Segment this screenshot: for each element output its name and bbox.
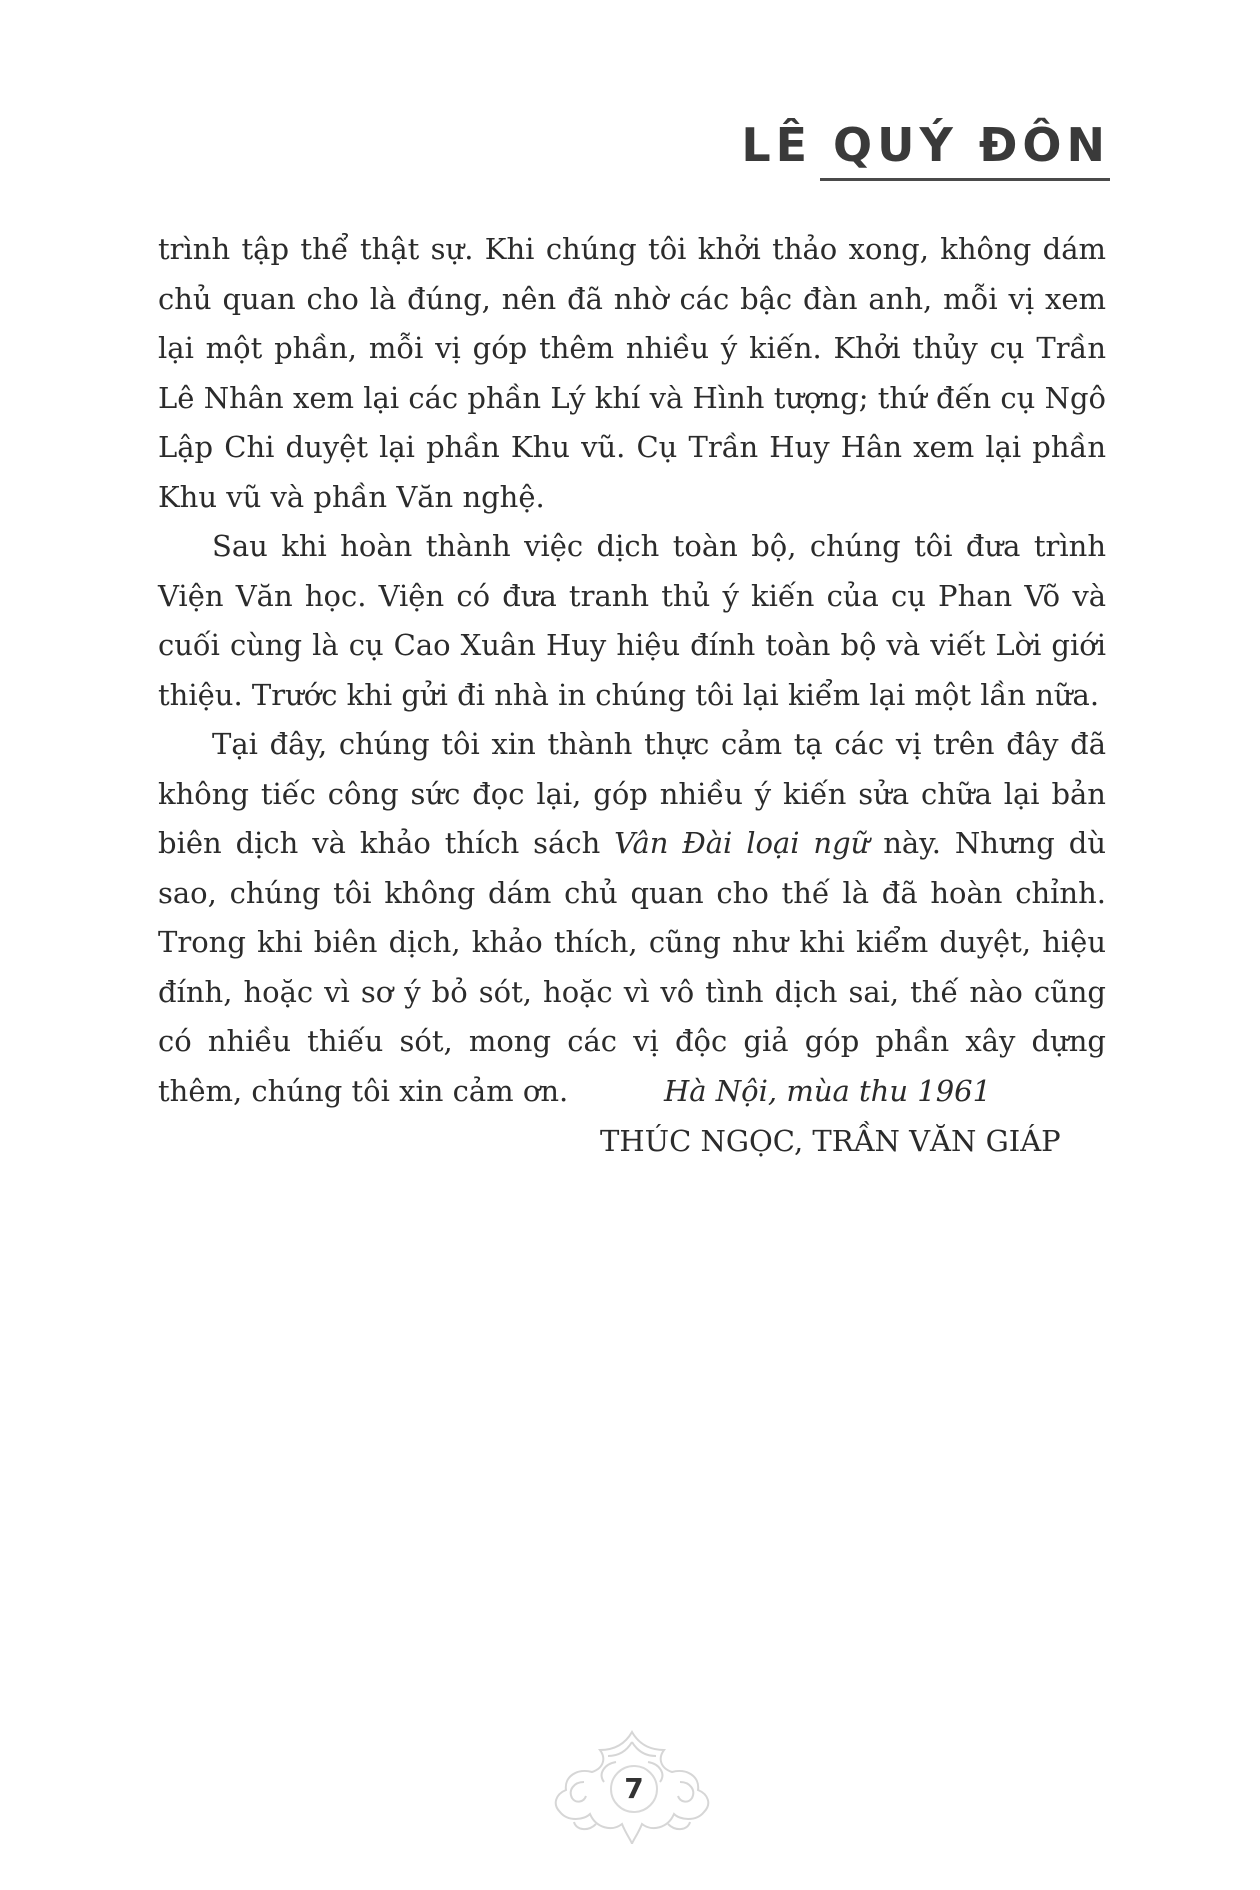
signature-block	[600, 1067, 1061, 1166]
paragraph-3-text-before: Tại đây, chúng tôi xin thành thực cảm tạ các vị trên đây đã không tiếc công sức đọc lại, góp nhiều ý kiến sửa chữa lại bản biên dịch và khảo thích sách	[158, 727, 1106, 860]
signature-authors: THÚC NGỌC, TRẦN VĂN GIÁP	[600, 1123, 1061, 1158]
signature-place-date: Hà Nội, mùa thu 1961	[664, 1074, 992, 1108]
book-title: Vân Đài loại ngữ	[614, 826, 870, 860]
running-header-title: LÊ QUÝ ĐÔN	[741, 118, 1110, 172]
header-rule	[820, 178, 1110, 181]
paragraph-3-text-after: này. Nhưng dù sao, chúng tôi không dám chủ quan cho thế là đã hoàn chỉnh. Trong khi biên dịch, khảo thích, cũng như khi kiểm duyệt, hiệu đính, hoặc vì sơ ý bỏ sót, hoặc vì vô tình dịch sai, thế nào cũng có nhiều thiếu sót, mong các vị độc giả góp phần xây dựng thêm, chúng tôi xin cảm ơn.	[158, 826, 1106, 1108]
page-body	[158, 225, 1106, 1116]
paragraph-3	[158, 720, 1106, 1116]
page-number: 7	[610, 1765, 658, 1813]
paragraph-2: Sau khi hoàn thành việc dịch toàn bộ, chúng tôi đưa trình Viện Văn học. Viện có đưa tranh thủ ý kiến của cụ Phan Võ và cuối cùng là cụ Cao Xuân Huy hiệu đính toàn bộ và viết Lời giới thiệu. Trước khi gửi đi nhà in chúng tôi lại kiểm lại một lần nữa.	[158, 529, 1106, 712]
paragraph-1: trình tập thể thật sự. Khi chúng tôi khởi thảo xong, không dám chủ quan cho là đúng, nên đã nhờ các bậc đàn anh, mỗi vị xem lại một phần, mỗi vị góp thêm nhiều ý kiến. Khởi thủy cụ Trần Lê Nhân xem lại các phần Lý khí và Hình tượng; thứ đến cụ Ngô Lập Chi duyệt lại phần Khu vũ. Cụ Trần Huy Hân xem lại phần Khu vũ và phần Văn nghệ.	[158, 232, 1106, 514]
